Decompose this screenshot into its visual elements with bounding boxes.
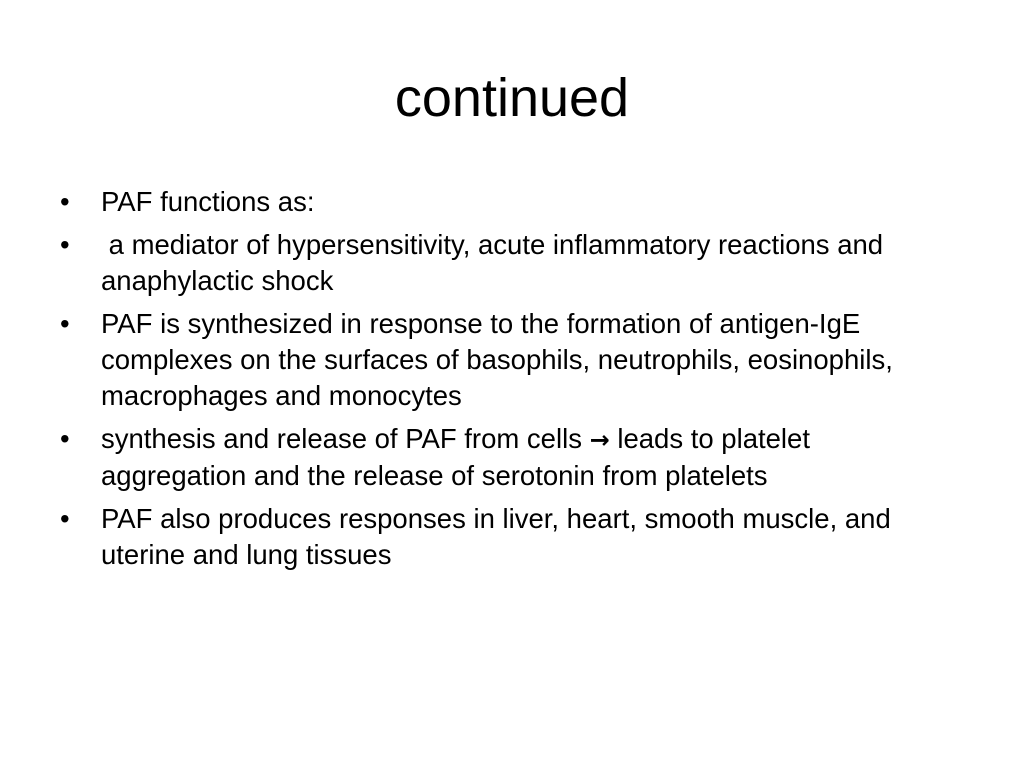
bullet-icon: •	[60, 308, 70, 339]
bullet-text: PAF also produces responses in liver, heart, smooth muscle, and uterine and lung tissues	[101, 503, 891, 570]
bullet-text: PAF functions as:	[101, 186, 315, 217]
slide-title: continued	[394, 68, 630, 128]
bullet-item	[55, 421, 955, 494]
bullet-item	[55, 501, 955, 573]
bullet-icon: •	[60, 423, 70, 454]
bullet-item	[55, 184, 955, 220]
bullet-text: PAF is synthesized in response to the formation of antigen-IgE complexes on the surfaces of basophils, neutrophils, eosinophils, macrophages and monocytes	[101, 308, 893, 411]
bullet-icon: •	[60, 503, 70, 534]
bullet-item	[55, 227, 955, 299]
bullet-text-before: synthesis and release of PAF from cells	[101, 423, 590, 454]
bullet-list	[55, 184, 955, 580]
bullet-text: a mediator of hypersensitivity, acute inflammatory reactions and anaphylactic shock	[101, 229, 891, 296]
bullet-icon: •	[60, 186, 70, 217]
bullet-text-after: leads to platelet aggregation and the release of serotonin from platelets	[101, 423, 818, 491]
right-arrow-icon: →	[589, 426, 610, 454]
bullet-item	[55, 306, 955, 414]
bullet-icon: •	[60, 229, 70, 260]
